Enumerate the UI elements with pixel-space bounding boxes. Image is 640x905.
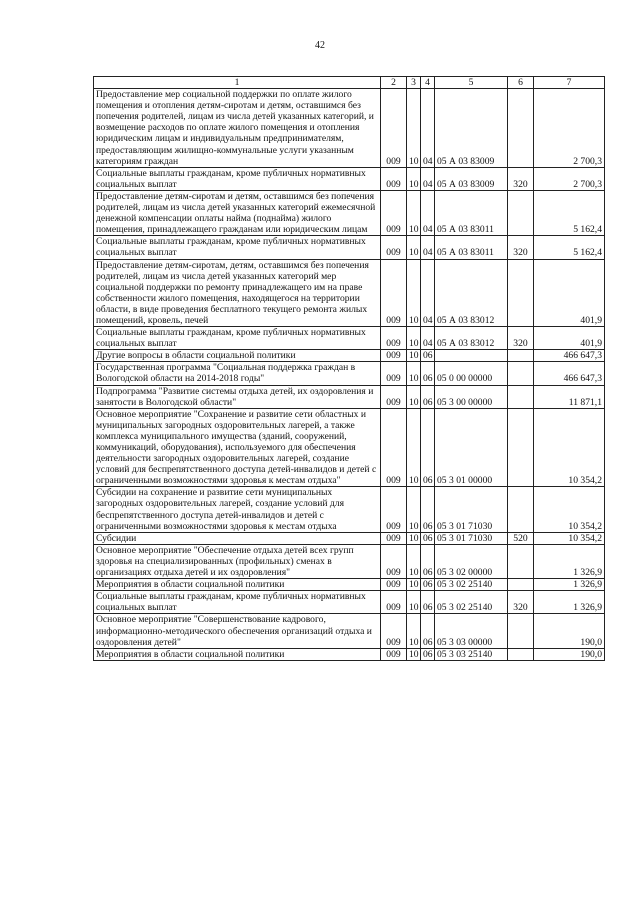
section-code-cell: 10 (407, 236, 421, 259)
table-row (94, 350, 605, 362)
ministry-code-cell: 009 (381, 327, 407, 350)
row-description: Государственная программа "Социальная поддержка граждан в Вологодской области на 2014-2018 годы" (94, 362, 381, 385)
row-description: Основное мероприятие "Сохранение и развитие сети областных и муниципальных загородных оздоровительных лагерей, а также комплекса муниципального имущества (зданий, сооружений, коммуникаций, оборудования), используемого для обеспечения деятельности загородных оздоровительных лагерей, создание условий для беспрепятственного доступа детей-инвалидов и детей с ограниченными возможностями здоровья к местам отдыха" (94, 408, 381, 487)
table-header-row (94, 77, 605, 89)
target-article-cell: 05 А 03 83009 (435, 167, 508, 190)
expense-type-cell (508, 259, 534, 327)
target-article-cell: 05 3 02 00000 (435, 544, 508, 578)
section-code-cell: 10 (407, 408, 421, 487)
table-row (94, 385, 605, 408)
subsection-code-cell: 06 (421, 487, 435, 532)
subsection-code-cell: 06 (421, 648, 435, 660)
expense-type-cell (508, 89, 534, 168)
target-article-cell: 05 3 01 00000 (435, 408, 508, 487)
column-header: 3 (407, 77, 421, 89)
section-code-cell: 10 (407, 487, 421, 532)
table-row (94, 259, 605, 327)
subsection-code-cell: 06 (421, 532, 435, 544)
row-description: Социальные выплаты гражданам, кроме публичных нормативных социальных выплат (94, 236, 381, 259)
row-description: Предоставление мер социальной поддержки по оплате жилого помещения и отопления детям-сиротам и детям, оставшимся без попечения родителей, лицам из числа детей указанных категорий, и возмещение расходов по оплате жилого помещения и отопления юридическим лицам и индивидуальным предпринимателям, предоставляющим жилищно-коммунальные услуги указанным категориям граждан (94, 89, 381, 168)
target-article-cell: 05 А 03 83011 (435, 236, 508, 259)
section-code-cell: 10 (407, 190, 421, 235)
target-article-cell: 05 А 03 83012 (435, 259, 508, 327)
section-code-cell: 10 (407, 327, 421, 350)
ministry-code-cell: 009 (381, 362, 407, 385)
ministry-code-cell: 009 (381, 259, 407, 327)
ministry-code-cell: 009 (381, 350, 407, 362)
section-code-cell: 10 (407, 591, 421, 614)
ministry-code-cell: 009 (381, 408, 407, 487)
column-header: 5 (435, 77, 508, 89)
row-description: Мероприятия в области социальной политики (94, 648, 381, 660)
amount-cell: 1 326,9 (534, 544, 605, 578)
expense-type-cell (508, 408, 534, 487)
ministry-code-cell: 009 (381, 614, 407, 648)
target-article-cell: 05 0 00 00000 (435, 362, 508, 385)
table-row (94, 648, 605, 660)
amount-cell: 10 354,2 (534, 487, 605, 532)
table-row (94, 167, 605, 190)
amount-cell: 466 647,3 (534, 350, 605, 362)
table-row (94, 408, 605, 487)
section-code-cell: 10 (407, 385, 421, 408)
table-row (94, 532, 605, 544)
row-description: Социальные выплаты гражданам, кроме публичных нормативных социальных выплат (94, 591, 381, 614)
subsection-code-cell: 06 (421, 385, 435, 408)
table-row (94, 544, 605, 578)
expense-type-cell (508, 385, 534, 408)
expense-type-cell: 320 (508, 327, 534, 350)
amount-cell: 190,0 (534, 614, 605, 648)
subsection-code-cell: 04 (421, 327, 435, 350)
amount-cell: 401,9 (534, 259, 605, 327)
table-row (94, 614, 605, 648)
ministry-code-cell: 009 (381, 89, 407, 168)
section-code-cell: 10 (407, 532, 421, 544)
section-code-cell: 10 (407, 89, 421, 168)
ministry-code-cell: 009 (381, 591, 407, 614)
row-description: Субсидии на сохранение и развитие сети муниципальных загородных оздоровительных лагерей, создание условий для беспрепятственного доступа детей-инвалидов и детей с ограниченными возможностями здоровья к местам отдыха (94, 487, 381, 532)
expense-type-cell (508, 544, 534, 578)
table-row (94, 89, 605, 168)
amount-cell: 466 647,3 (534, 362, 605, 385)
target-article-cell: 05 3 01 71030 (435, 532, 508, 544)
ministry-code-cell: 009 (381, 385, 407, 408)
table-row (94, 591, 605, 614)
column-header: 6 (508, 77, 534, 89)
expense-type-cell (508, 579, 534, 591)
row-description: Основное мероприятие "Обеспечение отдыха детей всех групп здоровья на специализированных (профильных) сменах в организациях отдыха детей и их оздоровления" (94, 544, 381, 578)
target-article-cell (435, 350, 508, 362)
amount-cell: 10 354,2 (534, 408, 605, 487)
amount-cell: 5 162,4 (534, 236, 605, 259)
table-row (94, 579, 605, 591)
table-row (94, 487, 605, 532)
column-header: 7 (534, 77, 605, 89)
row-description: Мероприятия в области социальной политики (94, 579, 381, 591)
section-code-cell: 10 (407, 350, 421, 362)
subsection-code-cell: 06 (421, 362, 435, 385)
subsection-code-cell: 06 (421, 350, 435, 362)
target-article-cell: 05 А 03 83011 (435, 190, 508, 235)
target-article-cell: 05 3 03 25140 (435, 648, 508, 660)
amount-cell: 11 871,1 (534, 385, 605, 408)
row-description: Другие вопросы в области социальной политики (94, 350, 381, 362)
subsection-code-cell: 06 (421, 591, 435, 614)
subsection-code-cell: 04 (421, 259, 435, 327)
subsection-code-cell: 06 (421, 614, 435, 648)
table-row (94, 362, 605, 385)
ministry-code-cell: 009 (381, 579, 407, 591)
subsection-code-cell: 06 (421, 408, 435, 487)
row-description: Субсидии (94, 532, 381, 544)
target-article-cell: 05 А 03 83009 (435, 89, 508, 168)
section-code-cell: 10 (407, 362, 421, 385)
ministry-code-cell: 009 (381, 544, 407, 578)
expense-type-cell (508, 350, 534, 362)
expense-type-cell (508, 362, 534, 385)
table-row (94, 236, 605, 259)
subsection-code-cell: 04 (421, 167, 435, 190)
target-article-cell: 05 А 03 83012 (435, 327, 508, 350)
subsection-code-cell: 04 (421, 190, 435, 235)
budget-table (93, 76, 605, 661)
ministry-code-cell: 009 (381, 167, 407, 190)
subsection-code-cell: 04 (421, 89, 435, 168)
amount-cell: 5 162,4 (534, 190, 605, 235)
target-article-cell: 05 3 02 25140 (435, 591, 508, 614)
amount-cell: 401,9 (534, 327, 605, 350)
ministry-code-cell: 009 (381, 487, 407, 532)
page-number: 42 (315, 40, 325, 51)
subsection-code-cell: 04 (421, 236, 435, 259)
section-code-cell: 10 (407, 259, 421, 327)
ministry-code-cell: 009 (381, 236, 407, 259)
expense-type-cell (508, 614, 534, 648)
section-code-cell: 10 (407, 579, 421, 591)
section-code-cell: 10 (407, 648, 421, 660)
section-code-cell: 10 (407, 614, 421, 648)
subsection-code-cell: 06 (421, 544, 435, 578)
expense-type-cell (508, 648, 534, 660)
column-header: 1 (94, 77, 381, 89)
ministry-code-cell: 009 (381, 190, 407, 235)
amount-cell: 190,0 (534, 648, 605, 660)
expense-type-cell: 320 (508, 167, 534, 190)
target-article-cell: 05 3 03 00000 (435, 614, 508, 648)
column-header: 4 (421, 77, 435, 89)
subsection-code-cell: 06 (421, 579, 435, 591)
section-code-cell: 10 (407, 544, 421, 578)
row-description: Предоставление детям-сиротам и детям, оставшимся без попечения родителей, лицам из числа детей указанных категорий ежемесячной денежной компенсации оплаты найма (поднайма) жилого помещения, принадлежащего гражданам или юридическим лицам (94, 190, 381, 235)
amount-cell: 1 326,9 (534, 591, 605, 614)
expense-type-cell: 320 (508, 236, 534, 259)
amount-cell: 1 326,9 (534, 579, 605, 591)
target-article-cell: 05 3 01 71030 (435, 487, 508, 532)
table-row (94, 190, 605, 235)
amount-cell: 10 354,2 (534, 532, 605, 544)
expense-type-cell: 520 (508, 532, 534, 544)
row-description: Предоставление детям-сиротам, детям, оставшимся без попечения родителей, лицам из числа детей указанных категорий мер социальной поддержки по ремонту принадлежащего им на праве собственности жилого помещения, находящегося на территории области, в виде проведения бесплатного текущего ремонта жилых помещений, кровель, печей (94, 259, 381, 327)
row-description: Основное мероприятие "Совершенствование кадрового, информационно-методического обеспечения организаций отдыха и оздоровления детей" (94, 614, 381, 648)
target-article-cell: 05 3 02 25140 (435, 579, 508, 591)
table-row (94, 327, 605, 350)
amount-cell: 2 700,3 (534, 167, 605, 190)
expense-type-cell: 320 (508, 591, 534, 614)
row-description: Социальные выплаты гражданам, кроме публичных нормативных социальных выплат (94, 327, 381, 350)
amount-cell: 2 700,3 (534, 89, 605, 168)
expense-type-cell (508, 487, 534, 532)
section-code-cell: 10 (407, 167, 421, 190)
expense-type-cell (508, 190, 534, 235)
column-header: 2 (381, 77, 407, 89)
row-description: Социальные выплаты гражданам, кроме публичных нормативных социальных выплат (94, 167, 381, 190)
target-article-cell: 05 3 00 00000 (435, 385, 508, 408)
ministry-code-cell: 009 (381, 532, 407, 544)
row-description: Подпрограмма "Развитие системы отдыха детей, их оздоровления и занятости в Вологодской области" (94, 385, 381, 408)
ministry-code-cell: 009 (381, 648, 407, 660)
